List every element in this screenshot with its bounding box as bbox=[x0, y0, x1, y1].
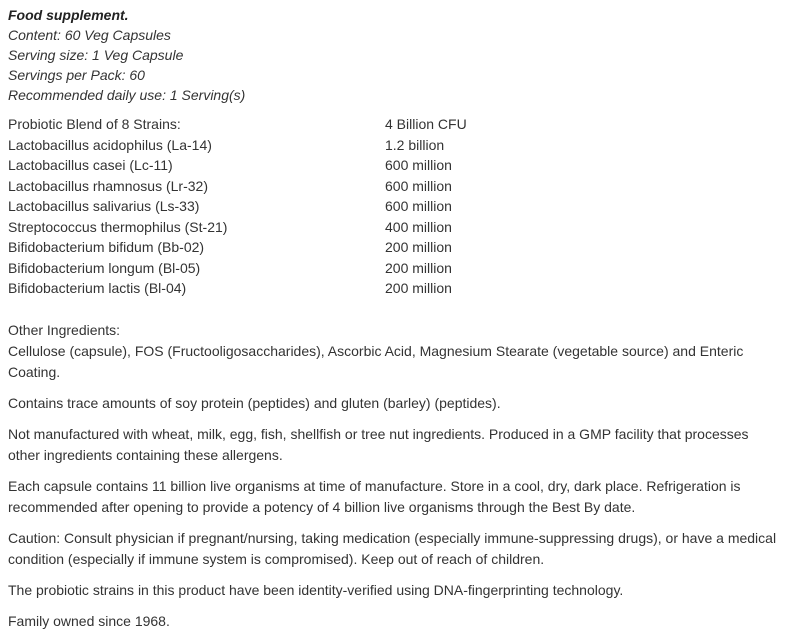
table-row bbox=[8, 155, 783, 176]
recommended-use-line: Recommended daily use: 1 Serving(s) bbox=[8, 87, 246, 103]
trace-allergens-note: Contains trace amounts of soy protein (peptides) and gluten (barley) (peptides). bbox=[8, 394, 501, 411]
other-ingredients-body: Cellulose (capsule), FOS (Fructooligosaccharides), Ascorbic Acid, Magnesium Stearate (vegetable source) and Enteric Coating. bbox=[8, 342, 744, 380]
caution-note: Caution: Consult physician if pregnant/nursing, taking medication (especially immune-suppressing drugs), or have a medical condition (especially if immune system is compromised). Keep out of reach of children. bbox=[8, 529, 777, 567]
family-owned-note: Family owned since 1968. bbox=[8, 612, 170, 629]
content-line: Content: 60 Veg Capsules bbox=[8, 27, 171, 43]
ingredient-amount: 600 million bbox=[385, 177, 452, 194]
ingredient-amount: 1.2 billion bbox=[385, 136, 445, 153]
ingredient-amount: 200 million bbox=[385, 280, 452, 296]
ingredient-amount: 600 million bbox=[385, 198, 452, 214]
ingredient-amount: 600 million bbox=[385, 157, 452, 173]
servings-per-pack-line: Servings per Pack: 60 bbox=[8, 67, 145, 83]
header-block bbox=[8, 5, 783, 105]
allergen-facility-note: Not manufactured with wheat, milk, egg, fish, shellfish or tree nut ingredients. Produced in a GMP facility that processes other ingredients containing these allergens. bbox=[8, 425, 749, 463]
ingredient-label: Bifidobacterium lactis (Bl-04) bbox=[8, 280, 187, 296]
ingredient-amount: 200 million bbox=[385, 259, 452, 276]
serving-size-line: Serving size: 1 Veg Capsule bbox=[8, 47, 184, 63]
supplement-facts-table bbox=[8, 114, 783, 299]
table-row bbox=[8, 217, 783, 238]
other-ingredients-heading: Other Ingredients: bbox=[8, 321, 121, 338]
ingredient-label: Lactobacillus acidophilus (La-14) bbox=[8, 136, 212, 153]
ingredient-label: Probiotic Blend of 8 Strains: bbox=[8, 116, 181, 132]
ingredient-label: Lactobacillus salivarius (Ls-33) bbox=[8, 198, 200, 214]
ingredient-amount: 4 Billion CFU bbox=[385, 116, 467, 132]
table-row bbox=[8, 196, 783, 217]
ingredient-label: Lactobacillus rhamnosus (Lr-32) bbox=[8, 177, 208, 194]
ingredient-label: Streptococcus thermophilus (St-21) bbox=[8, 218, 228, 235]
table-row bbox=[8, 278, 783, 299]
dna-verification-note: The probiotic strains in this product have been identity-verified using DNA-fingerprinting technology. bbox=[8, 581, 624, 598]
other-ingredients bbox=[8, 320, 783, 383]
ingredient-amount: 400 million bbox=[385, 218, 452, 235]
page-title: Food supplement. bbox=[8, 7, 129, 23]
storage-potency-note: Each capsule contains 11 billion live organisms at time of manufacture. Store in a cool, dry, dark place. Refrigeration is recommended after opening to provide a potency of 4 billion live organisms through the Best By date. bbox=[8, 477, 741, 515]
table-row bbox=[8, 114, 783, 135]
table-row bbox=[8, 176, 783, 197]
table-row bbox=[8, 237, 783, 258]
ingredient-amount: 200 million bbox=[385, 239, 452, 255]
ingredient-label: Bifidobacterium longum (Bl-05) bbox=[8, 259, 201, 276]
ingredient-label: Bifidobacterium bifidum (Bb-02) bbox=[8, 239, 205, 255]
table-row bbox=[8, 258, 783, 279]
ingredient-label: Lactobacillus casei (Lc-11) bbox=[8, 157, 173, 173]
table-row bbox=[8, 135, 783, 156]
